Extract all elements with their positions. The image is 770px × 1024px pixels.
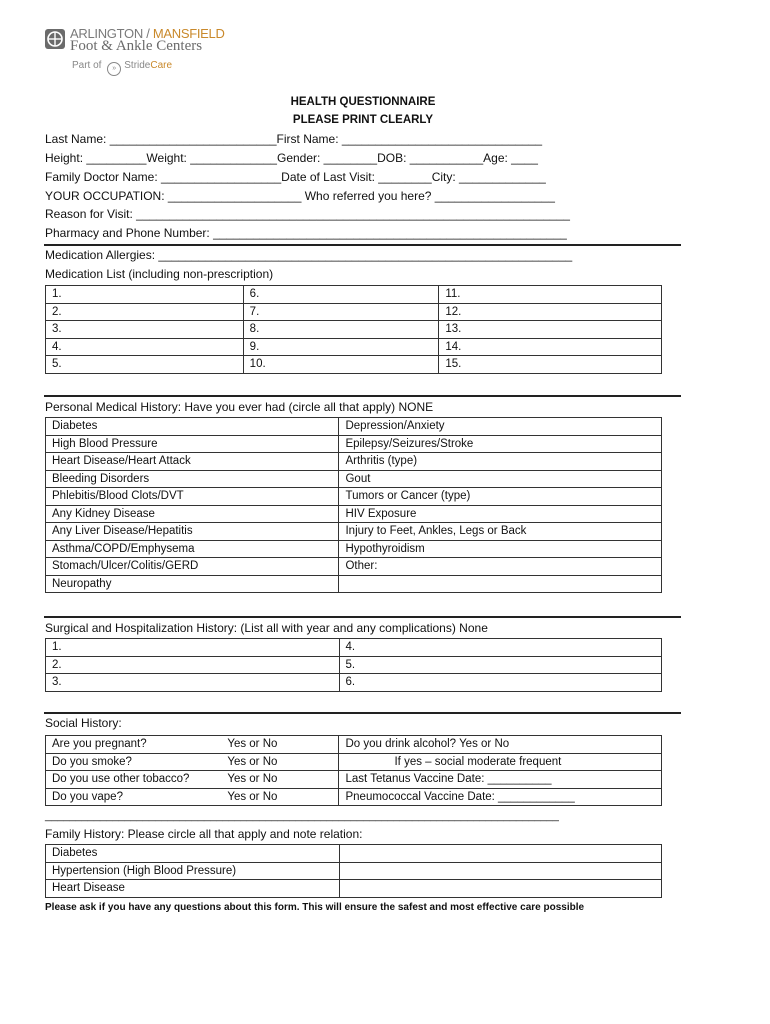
alcohol-frequency-option[interactable]: If yes – social moderate frequent: [339, 753, 662, 771]
body-field-line[interactable]: Height: _________Weight: _____________Gender: ________DOB: ___________Age: ____: [45, 151, 538, 165]
table-cell[interactable]: 13.: [439, 321, 662, 339]
table-cell[interactable]: 4.: [339, 639, 661, 657]
relation-cell[interactable]: [339, 862, 661, 880]
history-option[interactable]: Stomach/Ulcer/Colitis/GERD: [46, 558, 339, 576]
history-option[interactable]: High Blood Pressure: [46, 435, 339, 453]
table-cell[interactable]: 3.: [46, 321, 244, 339]
table-row: [46, 674, 662, 692]
personal-history-table: [45, 417, 662, 593]
table-row: [46, 303, 662, 321]
footer-note: Please ask if you have any questions about this form. This will ensure the safest and most effective care possible: [45, 902, 585, 913]
social-question: Do you smoke?: [46, 753, 222, 771]
table-cell[interactable]: 14.: [439, 338, 662, 356]
stride-label: Stride: [124, 60, 151, 71]
section-rule: [44, 244, 681, 246]
history-option[interactable]: Any Kidney Disease: [46, 505, 339, 523]
table-row: [46, 356, 662, 374]
table-cell[interactable]: 15.: [439, 356, 662, 374]
section-rule: [44, 616, 681, 618]
table-row: [46, 338, 662, 356]
form-title: HEALTH QUESTIONNAIRE: [290, 96, 436, 108]
table-cell[interactable]: 5.: [46, 356, 244, 374]
history-option[interactable]: Hypothyroidism: [339, 540, 662, 558]
family-history-table: [45, 844, 662, 898]
history-option[interactable]: Heart Disease/Heart Attack: [46, 453, 339, 471]
history-option[interactable]: Diabetes: [46, 418, 339, 436]
table-cell[interactable]: 1.: [46, 286, 244, 304]
family-option[interactable]: Diabetes: [46, 845, 340, 863]
table-row: [46, 453, 662, 471]
history-option[interactable]: Gout: [339, 470, 662, 488]
doctor-field-line[interactable]: Family Doctor Name: __________________Date of Last Visit: ________City: _____________: [45, 170, 546, 184]
pneumococcal-date-field[interactable]: Pneumococcal Vaccine Date: ____________: [339, 788, 662, 806]
table-cell[interactable]: 12.: [439, 303, 662, 321]
table-row: [46, 880, 662, 898]
table-row: [46, 540, 662, 558]
table-row: [46, 575, 662, 593]
logo-arlington: ARLINGTON: [70, 26, 143, 41]
logo-part-of: [72, 60, 172, 76]
table-row: [46, 435, 662, 453]
table-row: [46, 639, 662, 657]
table-cell[interactable]: 2.: [46, 656, 340, 674]
logo-mark-icon: [44, 28, 66, 50]
surgical-history-table: [45, 638, 662, 692]
stridecare-icon: »: [107, 62, 121, 76]
table-cell[interactable]: 3.: [46, 674, 340, 692]
history-option[interactable]: Injury to Feet, Ankles, Legs or Back: [339, 523, 662, 541]
logo: [44, 26, 244, 76]
table-cell[interactable]: 11.: [439, 286, 662, 304]
table-cell[interactable]: 10.: [243, 356, 439, 374]
reason-field-line[interactable]: Reason for Visit: _________________________________________________________________: [45, 207, 570, 221]
section-rule: [44, 712, 681, 714]
family-history-label: Family History: Please circle all that apply and note relation:: [45, 827, 363, 841]
table-row: [46, 845, 662, 863]
table-row: [46, 753, 662, 771]
history-option[interactable]: Asthma/COPD/Emphysema: [46, 540, 339, 558]
history-option[interactable]: Epilepsy/Seizures/Stroke: [339, 435, 662, 453]
name-field-line[interactable]: Last Name: _________________________First Name: ______________________________: [45, 132, 543, 146]
table-cell[interactable]: 6.: [339, 674, 661, 692]
social-question: Do you use other tobacco?: [46, 771, 222, 789]
social-question: Are you pregnant?: [46, 736, 222, 754]
table-row: [46, 488, 662, 506]
medication-allergies-line[interactable]: Medication Allergies: ______________________________________________________________: [45, 248, 573, 262]
divider-line: ____________________________________________________________________________________: [45, 810, 559, 822]
table-cell[interactable]: 6.: [243, 286, 439, 304]
table-cell[interactable]: 7.: [243, 303, 439, 321]
yes-no-option[interactable]: Yes or No: [221, 736, 339, 754]
table-row: [46, 558, 662, 576]
table-cell[interactable]: 9.: [243, 338, 439, 356]
form-subtitle: PLEASE PRINT CLEARLY: [292, 114, 434, 126]
social-question[interactable]: Do you drink alcohol? Yes or No: [339, 736, 662, 754]
table-row: [46, 771, 662, 789]
section-rule: [44, 395, 681, 397]
care-label: Care: [150, 60, 173, 71]
table-row: [46, 788, 662, 806]
logo-mansfield: MANSFIELD: [152, 26, 225, 41]
pharmacy-field-line[interactable]: Pharmacy and Phone Number: _____________________________________________________: [45, 226, 567, 240]
table-row: [46, 505, 662, 523]
family-option[interactable]: Hypertension (High Blood Pressure): [46, 862, 340, 880]
social-history-label: Social History:: [45, 716, 122, 730]
relation-cell[interactable]: [339, 880, 661, 898]
table-row: [46, 736, 662, 754]
yes-no-option[interactable]: Yes or No: [221, 753, 339, 771]
table-row: [46, 470, 662, 488]
social-history-table: [45, 735, 662, 806]
occupation-field-line[interactable]: YOUR OCCUPATION: ____________________ Who referred you here? __________________: [45, 189, 555, 203]
social-question: Do you vape?: [46, 788, 222, 806]
table-row: [46, 862, 662, 880]
part-of-label: Part of: [72, 60, 102, 71]
table-row: [46, 523, 662, 541]
history-option[interactable]: Bleeding Disorders: [46, 470, 339, 488]
table-cell[interactable]: 5.: [339, 656, 661, 674]
medication-list-label: Medication List (including non-prescription): [45, 267, 274, 281]
tetanus-date-field[interactable]: Last Tetanus Vaccine Date: __________: [339, 771, 662, 789]
history-option[interactable]: Arthritis (type): [339, 453, 662, 471]
logo-subtitle: Foot & Ankle Centers: [70, 38, 203, 54]
family-option[interactable]: Heart Disease: [46, 880, 340, 898]
table-cell[interactable]: 8.: [243, 321, 439, 339]
yes-no-option[interactable]: Yes or No: [221, 771, 339, 789]
table-row: [46, 656, 662, 674]
table-cell[interactable]: 4.: [46, 338, 244, 356]
history-option[interactable]: Other:: [339, 558, 662, 576]
history-option[interactable]: Tumors or Cancer (type): [339, 488, 662, 506]
surgical-history-label: Surgical and Hospitalization History: (List all with year and any complications) None: [45, 621, 488, 635]
history-option[interactable]: HIV Exposure: [339, 505, 662, 523]
history-option[interactable]: Any Liver Disease/Hepatitis: [46, 523, 339, 541]
personal-history-label: Personal Medical History: Have you ever had (circle all that apply) NONE: [45, 400, 434, 414]
logo-separator: /: [142, 26, 153, 41]
history-option[interactable]: Phlebitis/Blood Clots/DVT: [46, 488, 339, 506]
relation-cell[interactable]: [339, 845, 661, 863]
table-cell[interactable]: 1.: [46, 639, 340, 657]
history-option[interactable]: [339, 575, 662, 593]
table-row: [46, 418, 662, 436]
history-option[interactable]: Neuropathy: [46, 575, 339, 593]
table-cell[interactable]: 2.: [46, 303, 244, 321]
table-row: [46, 286, 662, 304]
yes-no-option[interactable]: Yes or No: [221, 788, 339, 806]
table-row: [46, 321, 662, 339]
history-option[interactable]: Depression/Anxiety: [339, 418, 662, 436]
medication-table: [45, 285, 662, 374]
